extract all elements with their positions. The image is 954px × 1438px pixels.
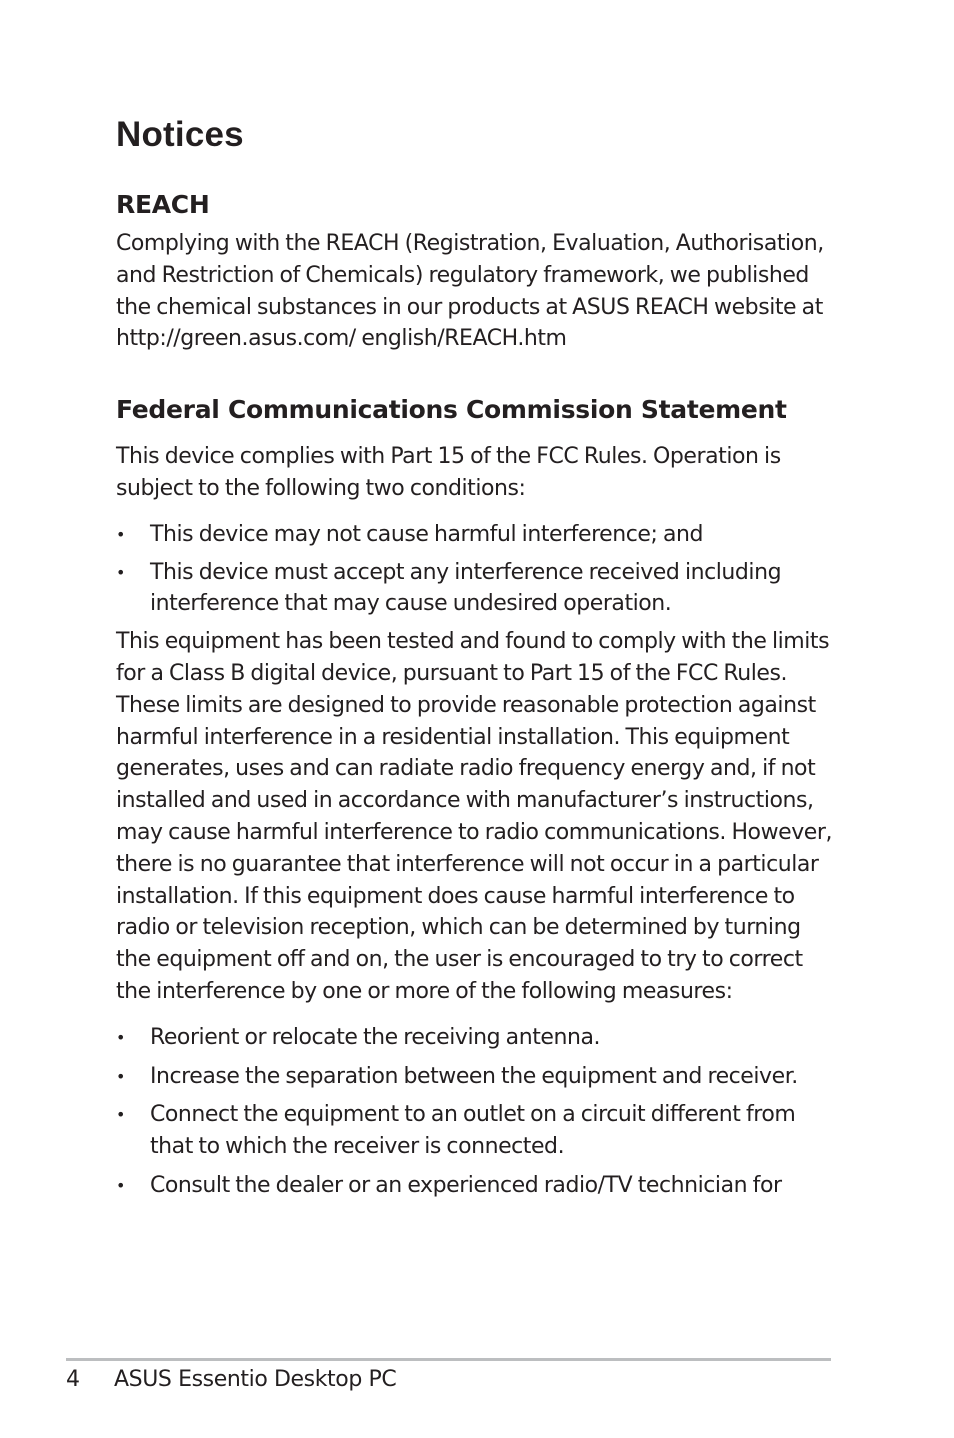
page-number: 4 xyxy=(66,1367,80,1392)
reach-paragraph: Complying with the REACH (Registration, Evaluation, Authorisation, and Restriction of Chemicals) regulatory framework, we published the chemical substances in our products at ASUS REACH website at http://green.asus.com/ english/REACH.htm xyxy=(116,231,824,352)
bullet-icon: • xyxy=(116,562,125,582)
page-title: Notices xyxy=(116,115,244,154)
list-item-text: Connect the equipment to an outlet on a circuit different from that to which the receiver is connected. xyxy=(150,1102,796,1160)
list-item xyxy=(116,557,836,621)
list-item xyxy=(116,1099,836,1163)
list-item-text: Increase the separation between the equipment and receiver. xyxy=(150,1063,798,1089)
fcc-section xyxy=(116,393,836,1202)
list-item xyxy=(116,1061,836,1093)
list-item-text: Consult the dealer or an experienced radio/TV technician for xyxy=(150,1172,782,1198)
reach-section xyxy=(116,188,836,355)
footer-divider xyxy=(66,1358,831,1361)
fcc-measures-list xyxy=(116,1022,836,1202)
list-item-text: Reorient or relocate the receiving antenna. xyxy=(150,1024,601,1050)
fcc-heading: Federal Communications Commission Statement xyxy=(116,395,787,425)
fcc-intro-paragraph: This device complies with Part 15 of the FCC Rules. Operation is subject to the following two conditions: xyxy=(116,444,781,501)
bullet-icon: • xyxy=(116,1175,125,1195)
bullet-icon: • xyxy=(116,524,125,544)
bullet-icon: • xyxy=(116,1027,125,1047)
fcc-conditions-list xyxy=(116,519,836,620)
list-item xyxy=(116,519,836,551)
list-item-text: This device may not cause harmful interference; and xyxy=(150,521,704,547)
footer-document-title: ASUS Essentio Desktop PC xyxy=(114,1367,397,1392)
list-item xyxy=(116,1022,836,1054)
page-content xyxy=(116,112,836,1209)
fcc-body-paragraph: This equipment has been tested and found to comply with the limits for a Class B digital device, pursuant to Part 15 of the FCC Rules. These limits are designed to provide reasonable protection against harmful interference in a residential installation. This equipment generates, uses and can radiate radio frequency energy and, if not installed and used in accordance with manufacturer’s instructions, may cause harmful interference to radio communications. However, there is no guarantee that interference will not occur in a particular installation. If this equipment does cause harmful interference to radio or television reception, which can be determined by turning the equipment off and on, the user is encouraged to try to correct the interference by one or more of the following measures: xyxy=(116,629,832,1004)
list-item-text: This device must accept any interference received including interference that may cause undesired operation. xyxy=(150,559,782,617)
bullet-icon: • xyxy=(116,1105,125,1125)
reach-heading: REACH xyxy=(116,190,210,219)
bullet-icon: • xyxy=(116,1066,125,1086)
list-item xyxy=(116,1170,836,1202)
